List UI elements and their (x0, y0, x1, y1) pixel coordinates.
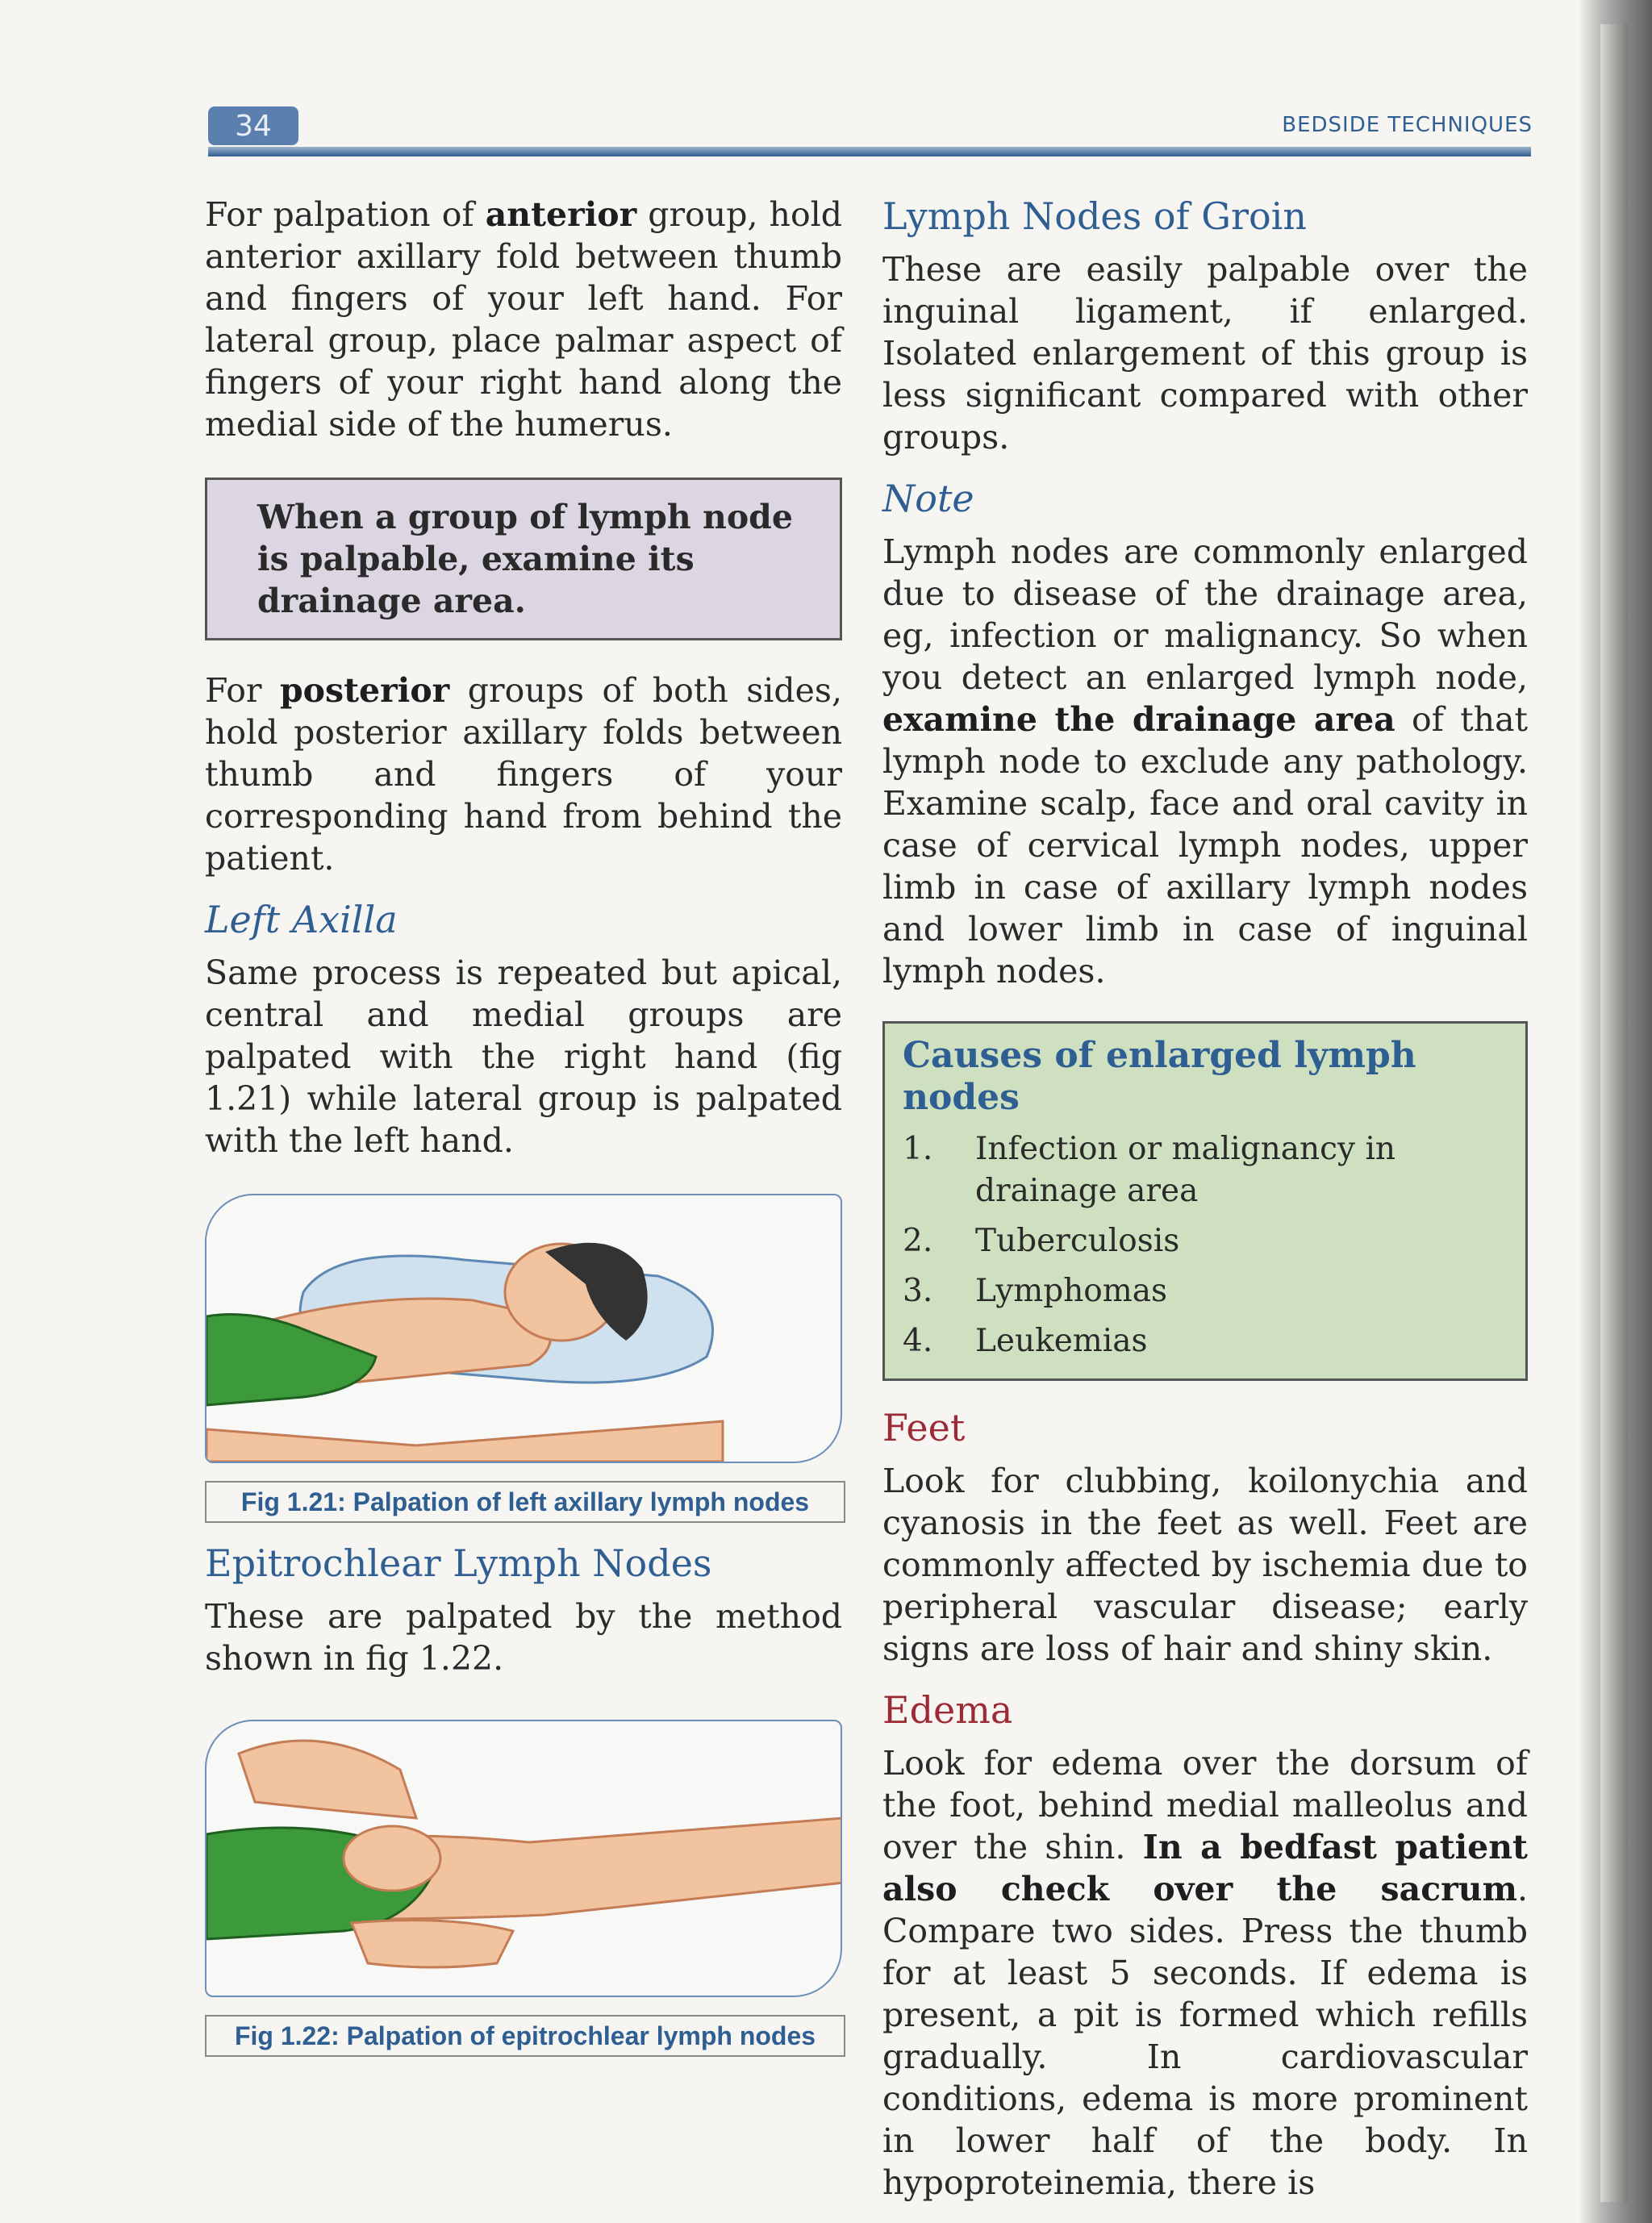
edema-paragraph (882, 1742, 1528, 2204)
posterior-bold: posterior (280, 671, 450, 710)
causes-box (882, 1021, 1528, 1381)
feet-heading: Feet (882, 1406, 966, 1449)
causes-item (903, 1128, 1508, 1212)
causes-item-number: 1. (903, 1131, 933, 1167)
causes-heading: Causes of enlarged lymph nodes (903, 1035, 1416, 1118)
right-column (882, 194, 1528, 2221)
running-head: BEDSIDE TECHNIQUES (1282, 113, 1533, 137)
anterior-bold: anterior (485, 195, 637, 234)
page-number: 34 (208, 106, 298, 145)
left-axilla-paragraph: Same process is repeated but apical, central and medial groups are palpated with the right hand (fig 1.21) while lateral group is palpated with the left hand. (205, 953, 842, 1160)
note-heading: Note (882, 477, 974, 520)
feet-paragraph: Look for clubbing, koilonychia and cyanosis in the feet as well. Feet are commonly affected by ischemia due to peripheral vascular disease; early signs are loss of hair and shiny skin. (882, 1462, 1528, 1668)
causes-list (903, 1128, 1508, 1362)
drainage-callout-box (205, 478, 842, 640)
epitrochlear-paragraph: These are palpated by the method shown in fig 1.22. (205, 1597, 842, 1678)
epitrochlear-palpation-illustration (205, 1720, 842, 1997)
anterior-lateral-paragraph: For palpation of anterior group, hold anterior axillary fold between thumb and fingers of your left hand. For lateral group, place palmar aspect of fingers of your right hand along the medial side of the humerus. (205, 195, 842, 444)
header-rule (208, 147, 1531, 156)
note-bold: examine the drainage area (882, 700, 1395, 739)
figure-1-22 (205, 1720, 842, 2057)
edema-text-a: Look for edema over the dorsum of the foot, behind medial malleolus and over the shin. (882, 1744, 1528, 1866)
edema-text-c: . Compare two sides. Press the thumb for at least 5 seconds. If edema is present, a pit is formed which refills gradually. In cardiovascular conditions, edema is more prominent in lower half of the body. In hypoproteinemia, there is (882, 1870, 1528, 2202)
edema-bold: In a bedfast patient also check over the sacrum (882, 1828, 1528, 1908)
drainage-callout-text: When a group of lymph node is palpable, examine its drainage area. (257, 498, 793, 620)
causes-item-text: Lymphomas (975, 1273, 1168, 1309)
groin-heading: Lymph Nodes of Groin (882, 194, 1307, 238)
causes-item-number: 4. (903, 1323, 933, 1359)
causes-item-text: Tuberculosis (975, 1223, 1180, 1259)
page-edge (1600, 24, 1628, 2202)
left-axilla-heading: Left Axilla (205, 898, 398, 941)
causes-item-number: 2. (903, 1223, 933, 1259)
edema-heading: Edema (882, 1688, 1013, 1732)
causes-item-text: Infection or malignancy in drainage area (975, 1131, 1396, 1209)
causes-item (903, 1320, 1508, 1362)
note-text-a: Lymph nodes are commonly enlarged due to disease of the drainage area, eg, infection or malignancy. So when you detect an enlarged lymph node, (882, 532, 1528, 697)
posterior-text-c: groups of both sides, hold posterior axillary folds between thumb and fingers of your corresponding hand from behind the patient. (205, 671, 842, 878)
figure-1-21-caption: Fig 1.21: Palpation of left axillary lymph nodes (205, 1481, 845, 1523)
note-text-c: of that lymph node to exclude any pathology. Examine scalp, face and oral cavity in case of cervical lymph nodes, upper limb in case of axillary lymph nodes and lower limb in case of inguinal lymph nodes. (882, 700, 1528, 991)
groin-paragraph: These are easily palpable over the inguinal ligament, if enlarged. Isolated enlargement of this group is less significant compared with other groups. (882, 250, 1528, 457)
posterior-paragraph (205, 669, 842, 879)
axillary-palpation-illustration (205, 1194, 842, 1463)
left-column (205, 194, 842, 2057)
figure-1-21 (205, 1194, 842, 1523)
causes-item (903, 1270, 1508, 1312)
figure-1-22-caption: Fig 1.22: Palpation of epitrochlear lymph nodes (205, 2015, 845, 2057)
epitrochlear-heading: Epitrochlear Lymph Nodes (205, 1541, 712, 1585)
note-paragraph (882, 531, 1528, 992)
causes-item-number: 3. (903, 1273, 933, 1309)
posterior-text-a: For (205, 671, 281, 710)
causes-item-text: Leukemias (975, 1323, 1148, 1359)
causes-item (903, 1220, 1508, 1262)
